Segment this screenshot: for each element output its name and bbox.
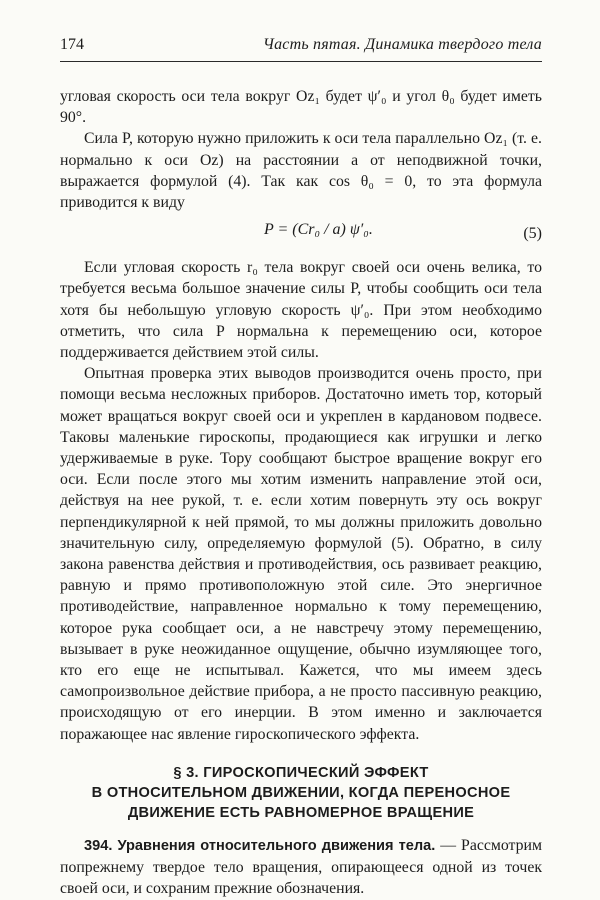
section-title-line-2: В ОТНОСИТЕЛЬНОМ ДВИЖЕНИИ, КОГДА ПЕРЕНОСНОЕ [91,784,511,801]
header-rule [60,61,542,62]
formula-row [60,215,542,253]
section-title-line-1: § 3. ГИРОСКОПИЧЕСКИЙ ЭФФЕКТ [173,764,429,781]
subsection-394 [60,835,542,900]
subsection-heading: 394. Уравнения относительного движения тела. [84,837,436,854]
paragraph-force: Сила P, которую нужно приложить к оси тела параллельно Oz₁ (т. е. нормально к оси Oz) на расстоянии a от неподвижной точки, выражается формулой (4). Так как cos θ₀ = 0, то эта формула приводится к виду [60,130,542,212]
formula-5: P = (Cr₀ / a) ψ′₀. [264,221,373,239]
page-header [60,36,542,62]
paragraph-angular-speed: Если угловая скорость r₀ тела вокруг своей оси очень велика, то требуется весьма большое значение силы P, чтобы сообщить оси тела хотя бы небольшую угловую скорость ψ′₀. При этом необходимо отметить, что сила P нормальна к перемещению оси, которое поддерживается действием этой силы. [60,259,542,362]
page-body [60,86,542,900]
section-title-line-3: ДВИЖЕНИЕ ЕСТЬ РАВНОМЕРНОЕ ВРАЩЕНИЕ [127,804,475,821]
formula-number: (5) [523,225,542,243]
section-title [60,763,542,823]
page-number: 174 [60,36,84,53]
paragraph-experiment: Опытная проверка этих выводов производится очень просто, при помощи весьма несложных приборов. Достаточно иметь тор, который может вращаться вокруг своей оси и укреплен в кардановом подвесе. Таковы маленькие гироскопы, продающиеся как игрушки и легко удерживаемые в руке. Тору сообщают быстрое вращение вокруг его оси. Если после этого мы хотим изменить направление этой оси, действуя на нее рукой, т. е. если хотим повернуть эту ось вокруг перпендикулярной к ней прямой, то мы должны приложить довольно значительную силу, определяемую формулой (5). Обратно, в силу закона равенства действия и противодействия, ось развивает реакцию, равную и прямо противоположную этой силе. Это энергичное противодействие, направленное нормально к тому перемещению, которое рука сообщает оси, а не навстречу этому перемещению, вызывает в руке неожиданное ощущение, обычно изумляющее того, кто его еще не испытывал. Кажется, что мы имеем здесь самопроизвольное действие прибора, а не просто пассивную реакцию, происходящую от его инерции. В этом именно и заключается поражающее нас явление гироскопического эффекта. [60,365,542,743]
running-head: Часть пятая. Динамика твердого тела [262,36,542,53]
subsection-text: — Рассмотрим попрежнему твердое тело вращения, опирающееся одной из точек своей оси, и сохраним прежние обозначения. [60,836,542,898]
paragraph-continuation: угловая скорость оси тела вокруг Oz₁ будет ψ′₀ и угол θ₀ будет иметь 90°. [60,88,542,127]
